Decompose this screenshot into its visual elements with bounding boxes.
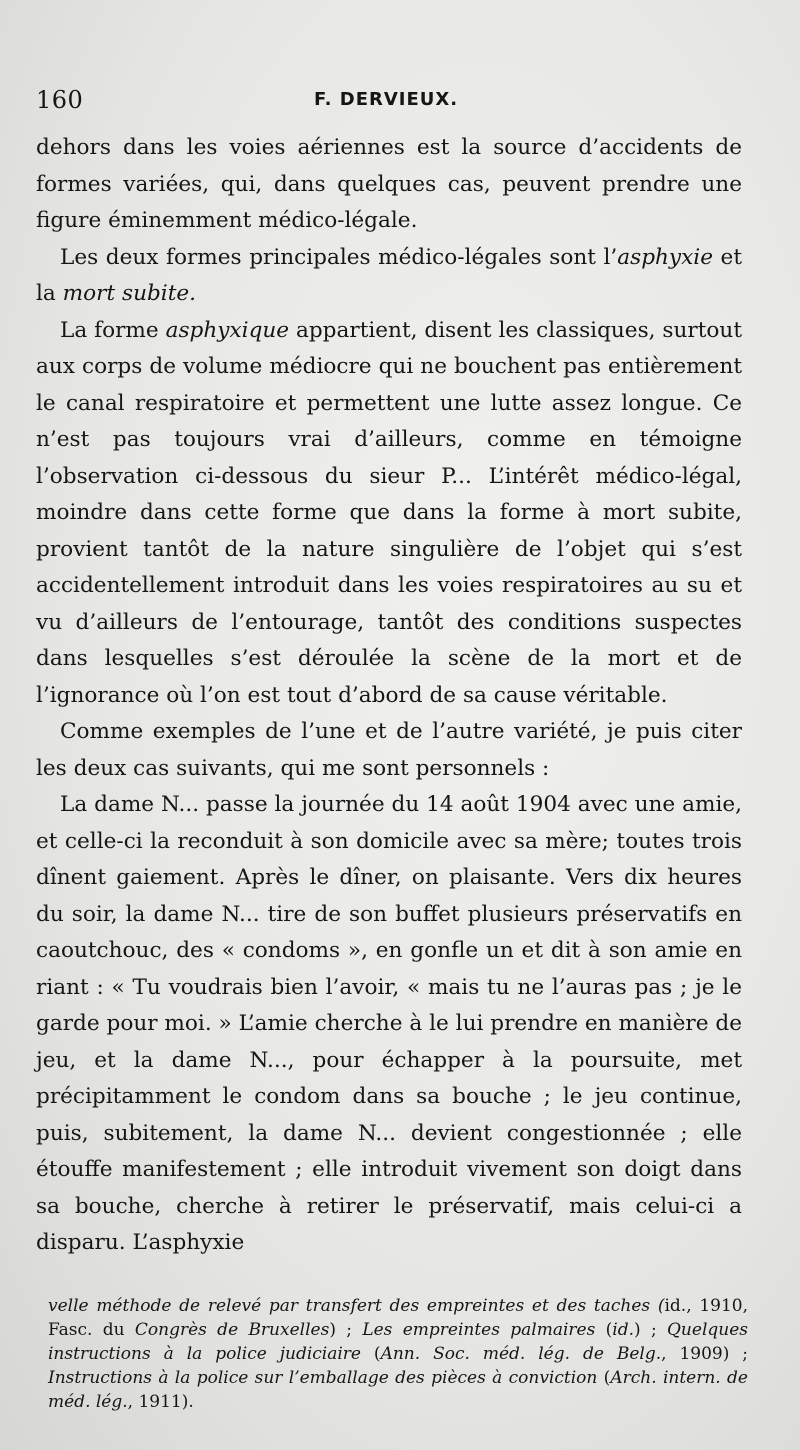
paragraph-forms (36, 240, 742, 313)
footnote-run: ( (597, 1368, 611, 1388)
footnote-run: Ann. Soc. méd. lég. de Belg. (380, 1344, 662, 1364)
page-header (36, 86, 750, 122)
footnote-run: Arch. intern. de méd. lég. (48, 1368, 748, 1412)
footnote-run: id. (664, 1296, 687, 1316)
footnote-run: ( (361, 1344, 381, 1364)
footnote-run: , 1909) ; (661, 1344, 749, 1364)
book-page (36, 86, 750, 1412)
text-run: appartient, disent les classiques, surtout aux corps de volume médiocre qui ne bouchent pas entièrement le canal respiratoire et permettent une lutte assez longue. Ce n’est pas toujours vrai d’ailleurs, comme en témoigne l’observation ci-dessous du sieur P... L’intérêt médico-légal, moindre dans cette forme que dans la forme à mort subite, provient tantôt de la nature singulière de l’objet qui s’est accidentellement introduit dans les voies respiratoires au su et vu d’ailleurs de l’entourage, tantôt des conditions suspectes dans lesquelles s’est déroulée la scène de la mort et de l’ignorance où l’on est tout d’abord de sa cause véritable. (36, 317, 743, 708)
running-head: F. DERVIEUX. (314, 89, 459, 110)
text-run: Les deux formes principales médico-légales sont l’ (60, 244, 618, 270)
footnote-run: Les empreintes palmaires (362, 1320, 596, 1340)
footnote-run: ( (595, 1320, 613, 1340)
footnote-run: id. (612, 1320, 635, 1340)
footnote-run: Quelques instructions à la police judiciaire (48, 1320, 748, 1364)
footnote-run: ) ; (634, 1320, 667, 1340)
paragraph-asphyxique (36, 313, 742, 715)
footnote-run: Instructions à la police sur l’emballage des pièces à conviction (48, 1368, 598, 1388)
italic-term-asphyxique: asphyxique (165, 317, 290, 343)
footnote-run: , 1911). (127, 1392, 194, 1412)
italic-term-asphyxie: asphyxie (617, 244, 713, 270)
footnote-run: Congrès de Bruxelles (134, 1320, 330, 1340)
footnote-run: , 1910, Fasc. du (48, 1296, 748, 1340)
paragraph-case-dame-n: La dame N... passe la journée du 14 août 1904 avec une amie, et celle-ci la reconduit à son domicile avec sa mère; toutes trois dînent gaiement. Après le dîner, on plaisante. Vers dix heures du soir, la dame N... tire de son buffet plusieurs préservatifs en caoutchouc, des « condoms », en gonfle un et dit à son amie en riant : « Tu voudrais bien l’avoir, « mais tu ne l’auras pas ; je le garde pour moi. » L’amie cherche à le lui prendre en manière de jeu, et la dame N..., pour échapper à la poursuite, met précipitamment le condom dans sa bouche ; le jeu continue, puis, subitement, la dame N... devient congestionnée ; elle étouffe manifestement ; elle introduit vivement son doigt dans sa bouche, cherche à retirer le préservatif, mais celui-ci a disparu. L’asphyxie (36, 792, 742, 1255)
text-run: et la (36, 244, 742, 306)
body-text (36, 130, 742, 1262)
italic-term-mort-subite: mort subite. (62, 281, 197, 306)
page-number: 160 (36, 86, 84, 114)
paragraph-examples: Comme exemples de l’une et de l’autre variété, je puis citer les deux cas suivants, qui me sont personnels : (36, 719, 742, 781)
footnote-run: velle méthode de relevé par transfert des empreintes et des taches ( (48, 1296, 665, 1316)
text-run: La forme (60, 317, 166, 343)
footnote (48, 1294, 748, 1414)
paragraph-continuation: dehors dans les voies aériennes est la source d’accidents de formes variées, qui, dans quelques cas, peuvent prendre une figure éminemment médico-légale. (36, 135, 742, 233)
footnote-run: ) ; (329, 1320, 363, 1340)
